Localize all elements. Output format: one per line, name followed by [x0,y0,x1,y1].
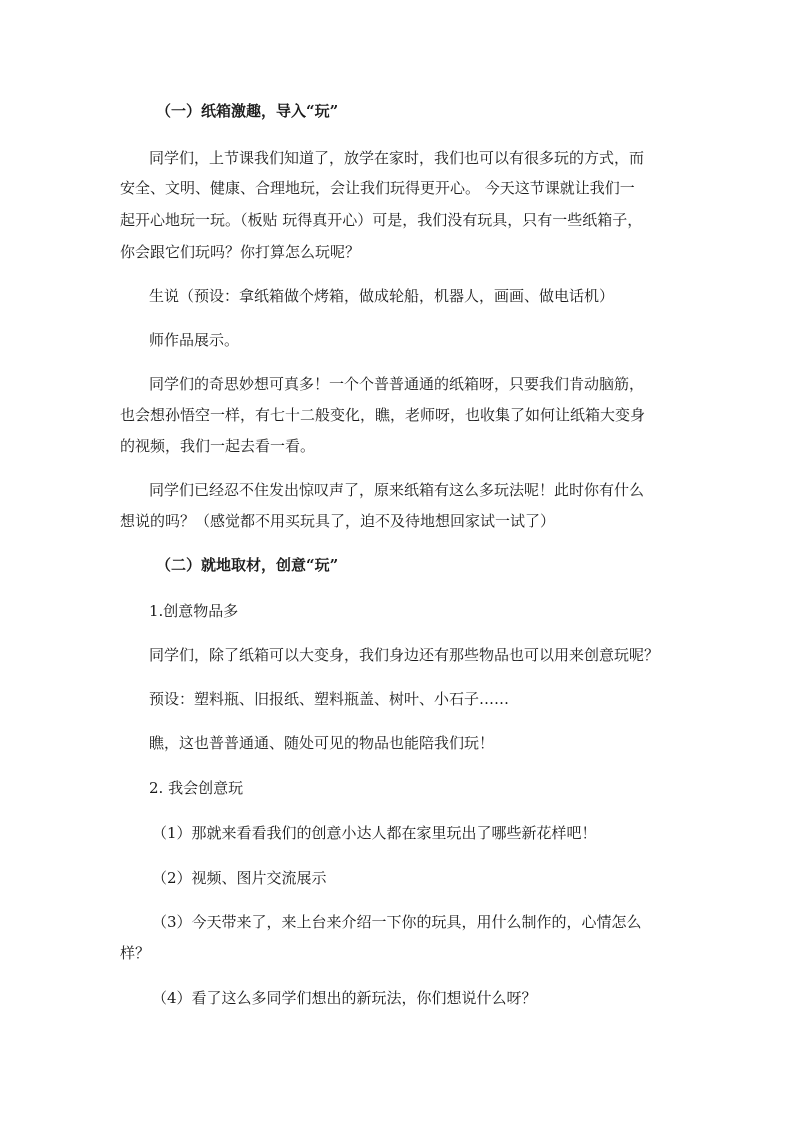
item-2-step-2: （2）视频、图片交流展示 [152,869,327,887]
item-2-step-3-line-2: 样？ [120,944,151,962]
teacher-demo-paragraph: 师作品展示。 [149,331,240,349]
section-heading-2: （二）就地取材，创意“玩” [156,556,339,574]
amazed-paragraph-line-1: 同学们已经忍不住发出惊叹声了，原来纸箱有这么多玩法呢！此时你有什么 [149,481,645,499]
item-1-paragraph-2: 预设：塑料瓶、旧报纸、塑料瓶盖、树叶、小石子…… [149,690,510,708]
amazed-paragraph-line-2: 想说的吗？（感觉都不用买玩具了，迫不及待地想回家试一试了） [120,512,556,530]
imagination-paragraph-line-3: 的视频，我们一起去看一看。 [120,437,316,455]
intro-paragraph-line-2: 安全、文明、健康、合理地玩，会让我们玩得更开心。 今天这节课就让我们一 [120,179,635,197]
intro-paragraph-line-1: 同学们，上节课我们知道了，放学在家时，我们也可以有很多玩的方式，而 [149,149,645,167]
item-1-title: 1.创意物品多 [149,602,239,620]
item-2-step-3-line-1: （3）今天带来了，来上台来介绍一下你的玩具，用什么制作的，心情怎么 [152,913,642,931]
item-1-paragraph-3: 瞧，这也普普通通、随处可见的物品也能陪我们玩！ [149,734,495,752]
item-1-paragraph-1: 同学们，除了纸箱可以大变身，我们身边还有那些物品也可以用来创意玩呢？ [149,646,660,664]
section-heading-1: （一）纸箱激趣，导入“玩” [156,102,339,120]
item-2-step-1: （1）那就来看看我们的创意小达人都在家里玩出了哪些新花样吧！ [152,824,597,842]
imagination-paragraph-line-2: 也会想孙悟空一样，有七十二般变化，瞧，老师呀，也收集了如何让纸箱大变身 [120,406,646,424]
student-answer-paragraph: 生说（预设：拿纸箱做个烤箱，做成轮船，机器人，画画、做电话机） [149,287,615,305]
imagination-paragraph-line-1: 同学们的奇思妙想可真多！一个个普普通通的纸箱呀，只要我们肯动脑筋， [149,375,645,393]
item-2-step-4: （4）看了这么多同学们想出的新玩法，你们想说什么呀？ [152,989,537,1007]
intro-paragraph-line-4: 你会跟它们玩吗？你打算怎么玩呢？ [120,243,361,261]
intro-paragraph-line-3: 起开心地玩一玩。（板贴 玩得真开心）可是，我们没有玩具，只有一些纸箱子， [120,211,643,229]
item-2-title: 2. 我会创意玩 [149,779,244,797]
